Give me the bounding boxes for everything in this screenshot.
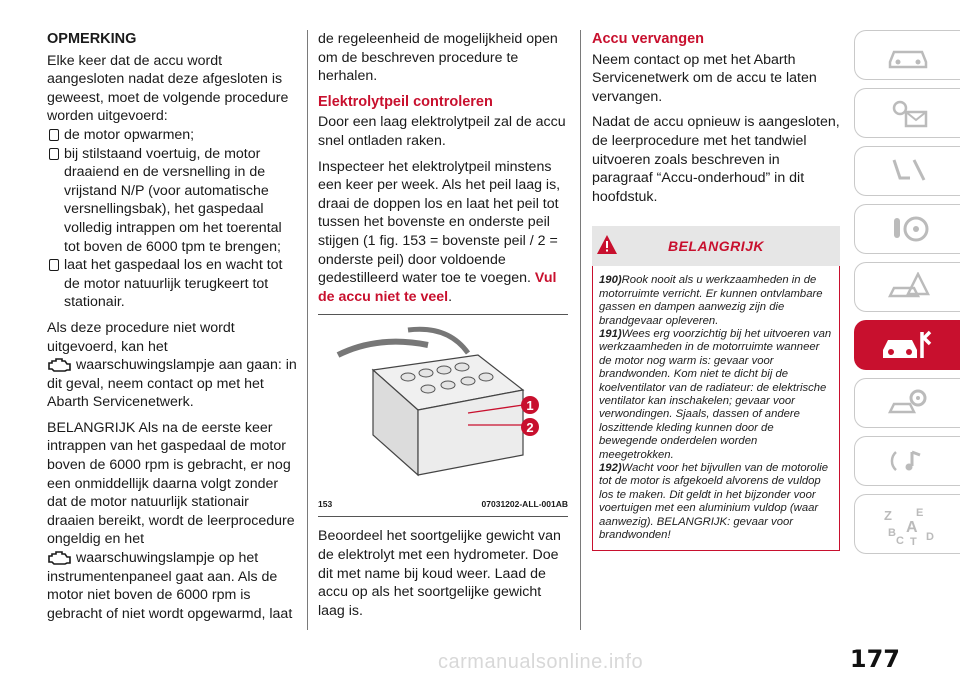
column-divider (580, 30, 581, 630)
engine-warning-icon (47, 358, 73, 372)
multimedia-icon (886, 446, 930, 476)
tab-emergency[interactable] (854, 262, 960, 312)
figure-number: 153 (318, 498, 333, 509)
watermark: carmanualsonline.info (438, 651, 644, 673)
paragraph: de regeleenheid de mogelijkheid open om de beschreven procedure te herhalen. (318, 31, 558, 85)
checkbox-bullet-icon (49, 129, 59, 141)
tab-multimedia[interactable] (854, 436, 960, 486)
warning-item: 192)Wacht voor het bijvullen van de motorolie tot de motor is afgekoeld alvorens de vuldop los te maken. Dit geldt in het bijzonder voor voertuigen met een aluminium vuldop (waar aanwezig). BELANGRIJK: gevaar voor brandwonden! (599, 462, 829, 542)
key-steering-icon (886, 214, 930, 244)
svg-text:D: D (925, 531, 934, 543)
page-number: 177 (849, 645, 900, 673)
svg-text:B: B (887, 527, 896, 539)
paragraph: Door een laag elektrolytpeil zal de accu snel ontladen raken. (318, 114, 566, 149)
seat-airbag-icon (886, 156, 930, 186)
car-dashboard-icon (886, 40, 930, 70)
tab-index[interactable] (854, 494, 960, 554)
svg-text:Z: Z (883, 508, 892, 523)
section-heading-opmerking: OPMERKING (47, 31, 137, 47)
specifications-gears-icon (886, 388, 930, 418)
warning-lights-icon (886, 98, 930, 128)
warning-box (592, 266, 840, 551)
paragraph: Neem contact op met het Abarth Servicenetwerk om de accu te laten vervangen. (592, 51, 817, 105)
tab-warning-lights[interactable] (854, 88, 960, 138)
warning-emphasis: Vul de accu niet te veel (318, 270, 557, 305)
car-crash-warning-icon (886, 272, 930, 302)
svg-text:A: A (905, 519, 918, 536)
intro-paragraph: Elke keer dat de accu wordt aangesloten nadat deze afgesloten is geweest, moet de volgende procedure worden uitgevoerd: (47, 52, 289, 125)
column-middle (318, 30, 568, 627)
paragraph: Nadat de accu opnieuw is aangesloten, de leerprocedure met het tandwiel uitvoeren zoals beschreven in paragraaf “Accu-onderhoud” in dit hoofdstuk. (592, 114, 840, 205)
callout-label-1: 1 (526, 398, 534, 414)
paragraph: Beoordeel het soortgelijke gewicht van de elektrolyt met een hydrometer. Doe dit met name bij koud weer. Laad de accu op als het soortgelijke gewicht laag is. (318, 528, 561, 619)
tab-starting-driving[interactable] (854, 204, 960, 254)
subheading-elektrolytpeil: Elektrolytpeil controleren (318, 93, 493, 110)
warning-triangle-icon (596, 234, 618, 256)
index-letters-icon (878, 502, 938, 546)
figure-code: 07031202-ALL-001AB (481, 498, 568, 509)
column-divider (307, 30, 308, 630)
svg-text:E: E (915, 507, 923, 519)
tab-servicing-maintenance[interactable] (854, 320, 960, 370)
column-left (47, 30, 297, 630)
list-item: laat het gaspedaal los en wacht tot de motor natuurlijk terugkeert tot stationair. (47, 256, 297, 312)
warning-item: 190)Rook nooit als u werkzaamheden in de motorruimte verricht. Er kunnen ontvlambare gassen en dampen aanwezig zijn die brandgevaar opleveren. (599, 274, 823, 327)
checkbox-bullet-icon (49, 148, 59, 160)
warning-header (592, 226, 840, 266)
car-wrench-icon (880, 328, 936, 362)
callout-label-2: 2 (526, 420, 534, 436)
svg-text:T: T (909, 536, 917, 546)
tab-technical-specifications[interactable] (854, 378, 960, 428)
tab-safety[interactable] (854, 146, 960, 196)
checkbox-bullet-icon (49, 259, 59, 271)
paragraph: BELANGRIJK Als na de eerste keer intrappen van het gaspedaal de motor boven de 6000 rpm is gebracht, er nog een onmiddellijk daarna volgt zonder dat de motor natuurlijk stationair draaien bereikt, wordt de leerprocedure ongeldig en het waarschuwingslampje op het instrumentenpaneel gaat aan. Als de motor niet boven de 6000 rpm is gebracht of niet wordt opgewarmd, laat (47, 419, 295, 622)
battery-figure (318, 314, 568, 509)
subheading-accu-vervangen: Accu vervangen (592, 31, 705, 47)
svg-text:C: C (895, 535, 904, 546)
list-item: bij stilstaand voertuig, de motor draaiend en de versnelling in de vrijstand N/P (voor automatische versnellingsbak), het gaspedaal volledig intrappen om het toerental tot boven de 6000 tpm te brengen; (47, 145, 297, 257)
warning-item: 191)Wees erg voorzichtig bij het uitvoeren van werkzaamheden in de motorruimte wanneer de motor nog warm is: gevaar voor brandwonden. Kom niet te dicht bij de koelventilator van de radiateur: de elektrische ventilator kan inschakelen; gevaar voor verwondingen. Sjaals, dassen of andere loszittende kleding kunnen door de bewegende onderdelen worden meegetrokken. (599, 327, 832, 461)
paragraph: Inspecteer het elektrolytpeil minstens een keer per week. Als het peil laag is, draai de doppen los en laat het peil tot tussen het bovenste en onderste peil stijgen (1 fig. 153 = bovenste peil / 2 = onderste peil) door voldoende gedestilleerd water toe te voegen. Vul de accu niet te veel. (318, 158, 561, 305)
tab-dashboard[interactable] (854, 30, 960, 80)
figure-caption (318, 493, 568, 517)
engine-warning-icon (47, 551, 73, 565)
warning-title: BELANGRIJK (667, 238, 764, 255)
column-right (592, 30, 840, 551)
paragraph: Als deze procedure niet wordt uitgevoerd, kan het waarschuwingslampje aan gaan: in dit geval, neem contact op met het Abarth Servicenetwerk. (47, 319, 297, 411)
battery-illustration (318, 315, 568, 487)
list-item: de motor opwarmen; (47, 126, 297, 145)
